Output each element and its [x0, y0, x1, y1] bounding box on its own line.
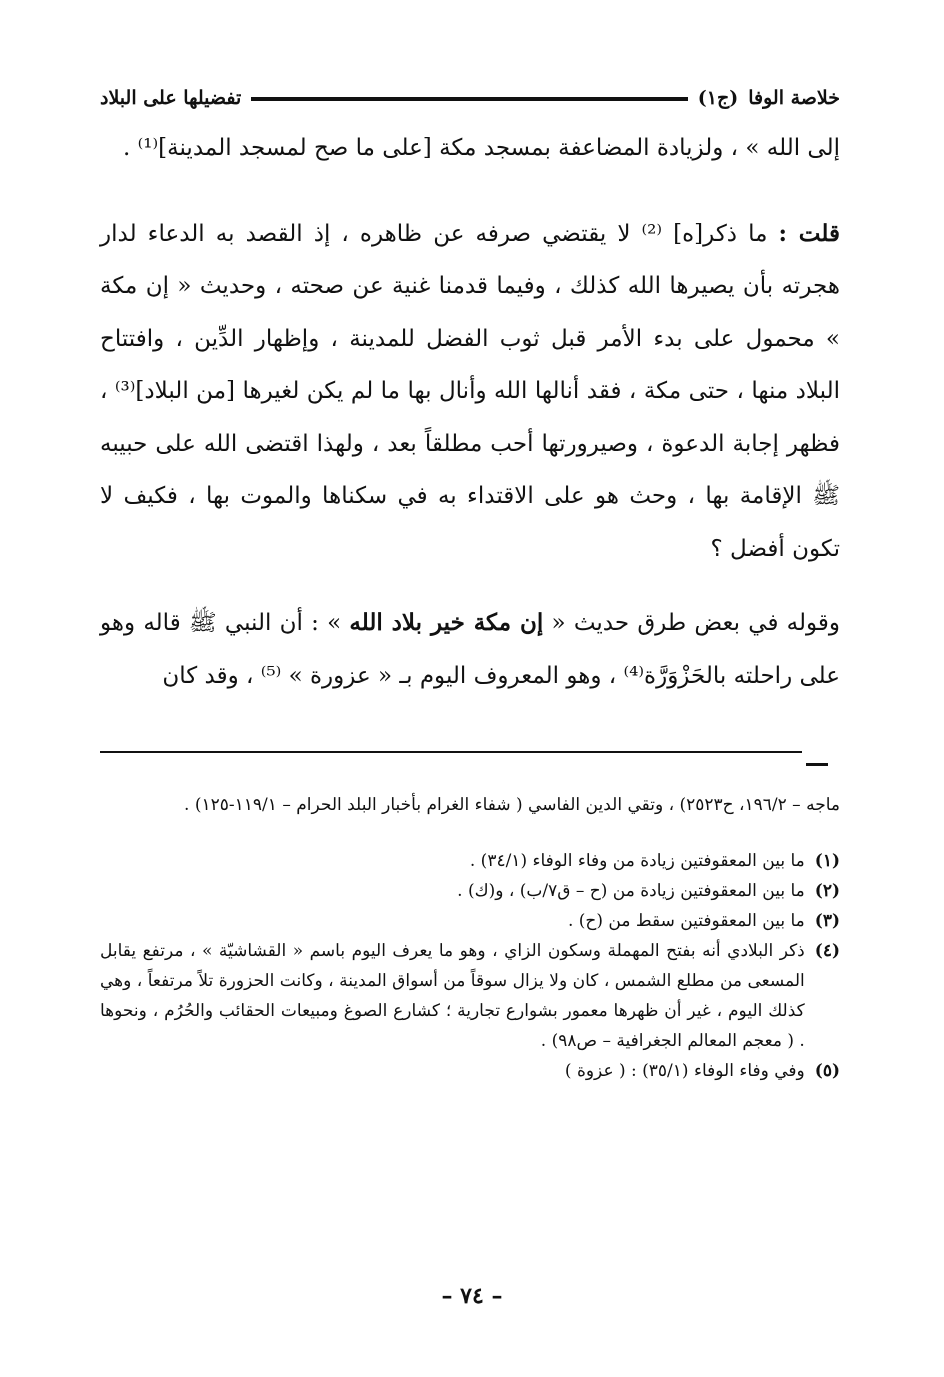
paragraph-hadith — [100, 597, 840, 702]
footnote-text: ما بين المعقوفتين زيادة من (ح – ق٧/ب) ، و(ك) . — [457, 881, 805, 901]
paragraph-qultu-text: ما ذكر[ه] ⁽²⁾ لا يقتضي صرفه عن ظاهره ، إذ القصد به الدعاء لدار هجرته بأن يصيرها الله كذلك ، وفيما قدمنا غنية عن صحته ، وحديث « إن مكة » محمول على بدء الأمر قبل ثوب الفضل للمدينة ، وإظهار الدِّين ، وافتتاح البلاد منها ، حتى مكة ، فقد أنالها الله وأنال بها ما لم يكن لغيرها [من البلاد]⁽³⁾ ، فظهر إجابة الدعوة ، وصيرورتها أحب مطلقاً بعد ، ولهذا اقتضى الله على حبيبه ﷺ الإقامة بها ، وحث هو على الاقتداء به في سكناها والموت بها ، فكيف لا تكون أفضل ؟ — [100, 220, 840, 562]
footnotes — [100, 790, 840, 1086]
hadith-quote: إن مكة خير بلاد الله — [349, 609, 544, 636]
main-text — [100, 122, 840, 702]
paragraph-qultu — [100, 208, 840, 576]
hadith-intro: وقوله في بعض طرق حديث « — [551, 610, 840, 636]
footnote-text: ما بين المعقوفتين سقط من (ح) . — [567, 911, 805, 931]
footnote-text: ما بين المعقوفتين زيادة من وفاء الوفاء (٣٤/١) . — [469, 851, 805, 871]
header-rule — [251, 97, 687, 101]
header-chapter-title: تفضيلها على البلاد — [100, 87, 242, 109]
footnote-text: وفي وفاء الوفاء (٣٥/١) : ( عزوة ) — [564, 1061, 805, 1081]
footnote-4 — [100, 936, 840, 1056]
footnote-number: (٤) — [814, 941, 840, 961]
footnote-2 — [100, 876, 840, 906]
footnote-number: (٣) — [814, 911, 840, 931]
footnote-1 — [100, 846, 840, 876]
qultu-lead: قلت : — [778, 219, 840, 247]
footnote-rule — [100, 751, 802, 753]
footnote-number: (١) — [814, 851, 840, 871]
running-header — [100, 80, 840, 116]
footnote-separator — [100, 743, 840, 773]
footnote-text: ذكر البلادي أنه بفتح المهملة وسكون الزاي ، وهو ما يعرف اليوم باسم « القشاشيّة » ، مرتفع يقابل المسعى من مطلع الشمس ، كان ولا يزال سوقاً من أسواق المدينة ، وكانت الحزورة تلاً مرتفعاً ، وهي كذلك اليوم ، غير أن ظهرها معمور بشوارع تجارية ؛ كشارع الصوغ ومبيعات الحقائب والحُرُم ، ونحوها . ( معجم المعالم الجغرافية – ص٩٨) . — [100, 941, 805, 1051]
header-volume: (ج١) — [697, 87, 739, 109]
page-number: – ٧٤ – — [441, 1283, 503, 1309]
header-book-title: خلاصة الوفا — [748, 87, 840, 109]
footnote-continuation: ماجه – ١٩٦/٢، ح٢٥٢٣) ، وتقي الدين الفاسي ( شفاء الغرام بأخبار البلد الحرام – ١١٩/١-١٢٥) . — [184, 795, 840, 815]
footnote-number: (٥) — [814, 1061, 840, 1081]
footnote-3 — [100, 906, 840, 936]
paragraph-continuation: إلى الله » ، ولزيادة المضاعفة بمسجد مكة [على ما صح لمسجد المدينة]⁽¹⁾ . — [123, 135, 840, 161]
hadith-rest: » : أن النبي ﷺ قاله وهو على راحلته بالحَزْوَرَّة⁽⁴⁾ ، وهو المعروف اليوم بـ « عزورة » ⁽⁵⁾ ، وقد كان — [100, 610, 840, 689]
footnote-dash — [806, 763, 828, 766]
footnote-5 — [100, 1056, 840, 1086]
footnote-number: (٢) — [814, 881, 840, 901]
